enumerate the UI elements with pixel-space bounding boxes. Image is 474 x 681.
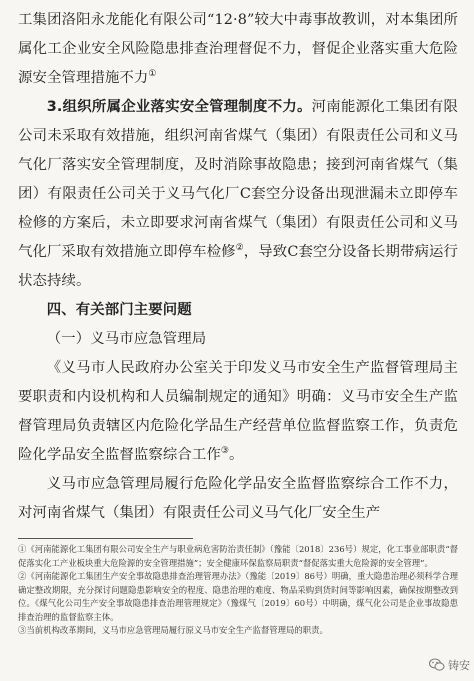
footnotes bbox=[18, 543, 458, 638]
paragraph-3: 《义马市人民政府办公室关于印发义马市安全生产监督管理局主要职责和内设机构和人员编制规定的通知》明确：义马市安全生产监督管理局负责辖区内危险化学品生产经营单位监督监察工作，负责危险化学品安全监督监察综合工作③。 bbox=[18, 360, 458, 463]
footnote-ref-1: ① bbox=[148, 69, 157, 80]
sub-heading: （一）义马市应急管理局 bbox=[46, 331, 207, 347]
footnote-3: ③当前机构改革期间，义马市应急管理局履行原义马市安全生产监督管理局的职责。 bbox=[18, 625, 328, 635]
paragraph-2: 3.组织所属企业落实安全管理制度不力。河南能源化工集团有限公司未采取有效措施，组织河南省煤气（集团）有限责任公司和义马气化厂落实安全管理制度，及时消除事故隐患；接到河南省煤气（集团）有限责任公司关于义马气化厂C套空分设备出现泄漏未立即停车检修的方案后，未立即要求河南省煤气（集团）有限责任公司和义马气化厂采取有效措施立即停车检修②，导致C套空分设备长期带病运行状态持续。 bbox=[18, 99, 458, 289]
paragraph-4: 义马市应急管理局履行危险化学品安全监督监察综合工作不力，对河南省煤气（集团）有限责任公司义马气化厂安全生产 bbox=[18, 476, 458, 521]
paragraph-1: 工集团洛阳永龙能化有限公司“12·8”较大中毒事故教训，对本集团所属化工企业安全风险隐患排查治理督促不力，督促企业落实重大危险源安全管理措施不力① bbox=[18, 12, 458, 86]
footnote-1: ①《河南能源化工集团有限公司安全生产与职业病危害防治责任制》（豫能〔2018〕236号）规定，化工事业部职责“督促落实化工产业板块重大危险源的安全管理措施”；安全健康环保监察局职责“督促落实重大危险源的安全管理”。 bbox=[18, 544, 458, 568]
watermark bbox=[429, 657, 470, 673]
item-3-heading: 3.组织所属企业落实安全管理制度不力。 bbox=[46, 99, 312, 115]
section-heading: 四、有关部门主要问题 bbox=[46, 302, 192, 318]
wechat-icon bbox=[429, 658, 445, 672]
footnote-ref-3: ③ bbox=[220, 446, 230, 457]
footnote-2: ②《河南能源化工集团生产安全事故隐患排查治理管理办法》（豫能〔2019〕86号）明确，重大隐患治理必须科学合理确定整改期限，充分探讨问题隐患影响安全的程度、隐患治理的难度、物品采购到货时间等影响因素，确保按期整改到位。《煤气化公司生产安全事故隐患排查治理管理规定》（豫煤气〔2019〕60号）中明确，煤气化公司是企业事故隐患排查治理的监督监察主体。 bbox=[18, 571, 458, 622]
footnote-ref-2: ② bbox=[235, 243, 244, 254]
footnote-divider bbox=[18, 538, 193, 539]
watermark-text: 铸安 bbox=[448, 659, 470, 672]
body-text bbox=[18, 6, 458, 528]
